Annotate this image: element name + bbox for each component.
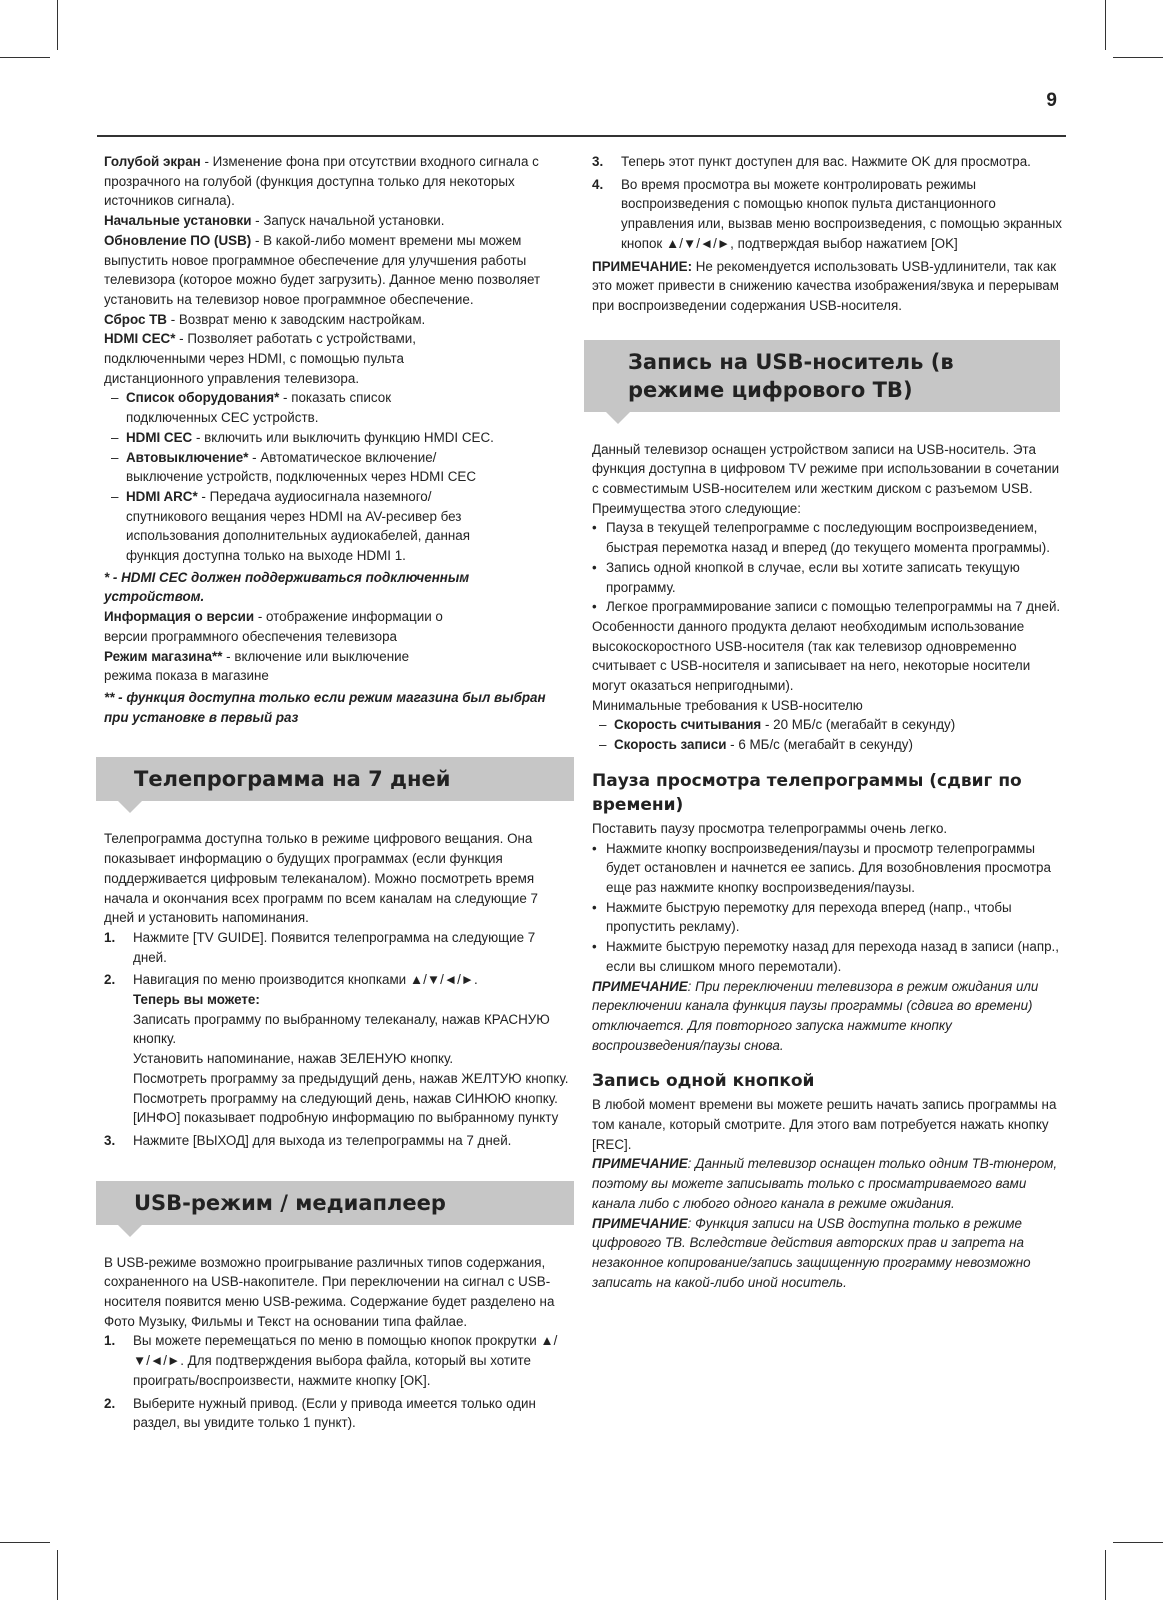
usb-steps-continued	[592, 152, 1062, 254]
epg-steps	[104, 928, 570, 1151]
crop-mark	[57, 1550, 58, 1600]
list-item: • Нажмите кнопку воспроизведения/паузы и просмотр телепрограммы будет остановлен и начнется ее запись. Для возобновления просмотра еще раз нажмите кнопку воспроизведения/паузы.	[592, 839, 1062, 898]
sub-title: Теперь вы можете:	[133, 992, 260, 1008]
header-rule	[97, 135, 1066, 137]
list-item: • Запись одной кнопкой в случае, если вы хотите записать текущую программу.	[592, 558, 1062, 597]
right-column	[592, 152, 1062, 1292]
sub-line: Записать программу по выбранному телеканалу, нажав КРАСНУЮ кнопку.	[133, 1011, 550, 1047]
list-item: – HDMI ARC* - Передача аудиосигнала наземного/ спутникового вещания через HDMI на AV-ресивер без использования дополнительных аудиокабелей, данная функция доступна только на выходе HDMI 1.	[104, 487, 510, 566]
setting-item: Обновление ПО (USB) - В какой-либо момент времени мы можем выпустить новое программное обеспечение для улучшения работы телевизора (которое можно будет загрузить). Данное меню позволяет установить на телевизор новое программное обеспечение.	[104, 232, 541, 307]
epg-intro: Телепрограмма доступна только в режиме цифрового вещания. Она показывает информацию о будущих программах (если функция поддерживается цифровым телеканалом). Можно посмотреть время начала и окончания всех программ по всем каналам на следующие 7 дней и установить напоминания.	[104, 831, 538, 926]
onetouch-note: ПРИМЕЧАНИЕ: Данный телевизор оснащен только одним ТВ-тюнером, поэтому вы можете записывать только с просматриваемого вами канала либо с любого одного канала в режиме ожидания.	[592, 1156, 1058, 1211]
setting-item: Информация о версии - отображение информации о версии программного обеспечения телевизора	[104, 609, 443, 644]
list-item: – Скорость записи - 6 МБ/с (мегабайт в секунду)	[592, 735, 1062, 755]
setting-item: Голубой экран - Изменение фона при отсутствии входного сигнала с прозрачного на голубой (функция доступна только для некоторых источников сигнала).	[104, 154, 539, 209]
setting-item: Начальные установки - Запуск начальной установки.	[104, 213, 445, 229]
list-item: • Легкое программирование записи с помощью телепрограммы на 7 дней.	[592, 597, 1062, 617]
list-item: 3. Нажмите [ВЫХОД] для выхода из телепрограммы на 7 дней.	[104, 1132, 512, 1148]
usb-note: ПРИМЕЧАНИЕ: Не рекомендуется использовать USB-удлинители, так как это может привести в снижению качества изображения/звука и перерывам при воспроизведении содержания USB-носителя.	[592, 258, 1059, 313]
rec-min-req: Минимальные требования к USB-носителю	[592, 697, 863, 713]
list-item: • Нажмите быструю перемотку назад для перехода назад в записи (напр., если вы слишком много перемотали).	[592, 937, 1062, 976]
crop-mark	[1113, 57, 1163, 58]
list-item: – Автовыключение* - Автоматическое включение/ выключение устройств, подключенных через HDMI CEC	[104, 448, 510, 487]
setting-item: Режим магазина** - включение или выключение режима показа в магазине	[104, 648, 410, 684]
subheading-onetouch: Запись одной кнопкой	[592, 1071, 815, 1092]
setting-item: HDMI CEC* - Позволяет работать с устройствами, подключенными через HDMI, с помощью пульта дистанционного управления телевизора.	[104, 331, 416, 386]
sub-line: Посмотреть программу за предыдущий день, нажав ЖЕЛТУЮ кнопку.	[133, 1070, 569, 1086]
list-item: 3. Теперь этот пункт доступен для вас. Нажмите OK для просмотра.	[592, 154, 1031, 169]
page-number: 9	[1046, 90, 1057, 111]
pause-note: ПРИМЕЧАНИЕ: При переключении телевизора в режим ожидания или переключении канала функция паузы программы (сдвига во времени) отключается. Для повторного запуска нажмите кнопку воспроизведения/паузы снова.	[592, 978, 1039, 1053]
list-item: • Пауза в текущей телепрограмме с последующим воспроизведением, быстрая перемотка назад и вперед (до текущего момента программы).	[592, 518, 1062, 557]
store-footnote: ** - функция доступна только если режим магазина был выбран при установке в первый раз	[104, 689, 546, 725]
pause-intro: Поставить паузу просмотра телепрограммы очень легко.	[592, 820, 948, 836]
list-item: 2. Навигация по меню производится кнопками ▲/▼/◄/►. Теперь вы можете: Записать программу по выбранному телеканалу, нажав КРАСНУЮ кнопку. Установить напоминание, нажав ЗЕЛЕНУЮ кнопку. Посмотреть программу за предыдущий день, нажав ЖЕЛТУЮ кнопку. Посмотреть программу на следующий день, нажав СИНЮЮ кнопку. [ИНФО] показывает подробную информацию по выбранному пункту	[104, 970, 570, 1128]
list-item: 1. Нажмите [TV GUIDE]. Появится телепрограмма на следующие 7 дней.	[104, 929, 536, 965]
list-item: – Скорость считывания - 20 МБ/с (мегабайт в секунду)	[592, 715, 1062, 735]
list-item: 2. Выберите нужный привод. (Если у привода имеется только один раздел, вы увидите только 1 пункт).	[104, 1395, 536, 1431]
usb-steps	[104, 1331, 570, 1433]
pause-bullets	[592, 839, 1062, 977]
rec-benefits	[592, 518, 1062, 617]
subheading-pause: Пауза просмотра телепрограммы (сдвиг по времени)	[592, 770, 1022, 815]
cec-footnote: * - HDMI CEC должен поддерживаться подключенным устройством.	[104, 569, 470, 605]
list-item: – Список оборудования* - показать список подключенных CEC устройств.	[104, 388, 510, 427]
sub-line: Установить напоминание, нажав ЗЕЛЕНУЮ кнопку.	[133, 1051, 454, 1067]
list-item: 1. Вы можете перемещаться по меню в помощью кнопок прокрутки ▲/▼/◄/►. Для подтверждения выбора файла, который вы хотите проиграть/воспроизвести, нажмите кнопку [OK].	[104, 1333, 558, 1388]
speed-list	[592, 715, 1062, 754]
crop-mark	[0, 57, 50, 58]
section-heading-recording: Запись на USB-носитель (в режиме цифрового ТВ)	[584, 340, 1060, 412]
crop-mark	[0, 1542, 50, 1543]
onetouch-intro: В любой момент времени вы можете решить начать запись программы на том канале, который смотрите. Для этого вам потребуется нажать кнопку [REC].	[592, 1097, 1057, 1152]
rec-para: Особенности данного продукта делают необходимым использование высокоскоростного USB-носителя (так как телевизор одновременно считывает с USB-носителя и записывает на него, некоторые носители могут оказаться непригодными).	[592, 618, 1031, 694]
setting-item: Сброс ТВ - Возврат меню к заводским настройкам.	[104, 311, 426, 327]
section-heading-usb: USB-режим / медиаплеер	[96, 1181, 574, 1225]
sub-line: Посмотреть программу на следующий день, нажав СИНЮЮ кнопку. [ИНФО] показывает подробную информацию по выбранному пункту	[133, 1090, 559, 1126]
list-item: 4. Во время просмотра вы можете контролировать режимы воспроизведения с помощью кнопок пульта дистанционного управления или, вызвав меню воспроизведения, с помощью экранных кнопок ▲/▼/◄/►, подтверждая выбор нажатием [OK]	[592, 176, 1062, 251]
crop-mark	[57, 0, 58, 50]
crop-mark	[1105, 0, 1106, 50]
left-column	[104, 152, 570, 1436]
usb-intro: В USB-режиме возможно проигрывание различных типов содержания, сохраненного на USB-накопителе. При переключении на сигнал с USB-носителя появится меню USB-режима. Содержание будет разделено на Фото Музыку, Фильмы и Текст на основании типа файлае.	[104, 1254, 555, 1329]
list-item: – HDMI CEC - включить или выключить функцию HMDI CEC.	[104, 428, 510, 448]
crop-mark	[1113, 1542, 1163, 1543]
crop-mark	[1105, 1550, 1106, 1600]
cec-sub-list	[104, 388, 570, 565]
list-item: • Нажмите быструю перемотку для перехода вперед (напр., чтобы пропустить рекламу).	[592, 898, 1062, 937]
section-heading-epg: Телепрограмма на 7 дней	[96, 757, 574, 801]
onetouch-note: ПРИМЕЧАНИЕ: Функция записи на USB доступна только в режиме цифрового ТВ. Вследствие действия авторских прав и запрета на незаконное копирование/запись защищенную программу невозможно записать на какой-либо иной носитель.	[592, 1215, 1031, 1290]
rec-intro: Данный телевизор оснащен устройством записи на USB-носитель. Эта функция доступна в цифровом TV режиме при использовании в сочетании с совместимым USB-носителем или жестким диском с разъемом USB. Преимущества этого следующие:	[592, 441, 1060, 516]
